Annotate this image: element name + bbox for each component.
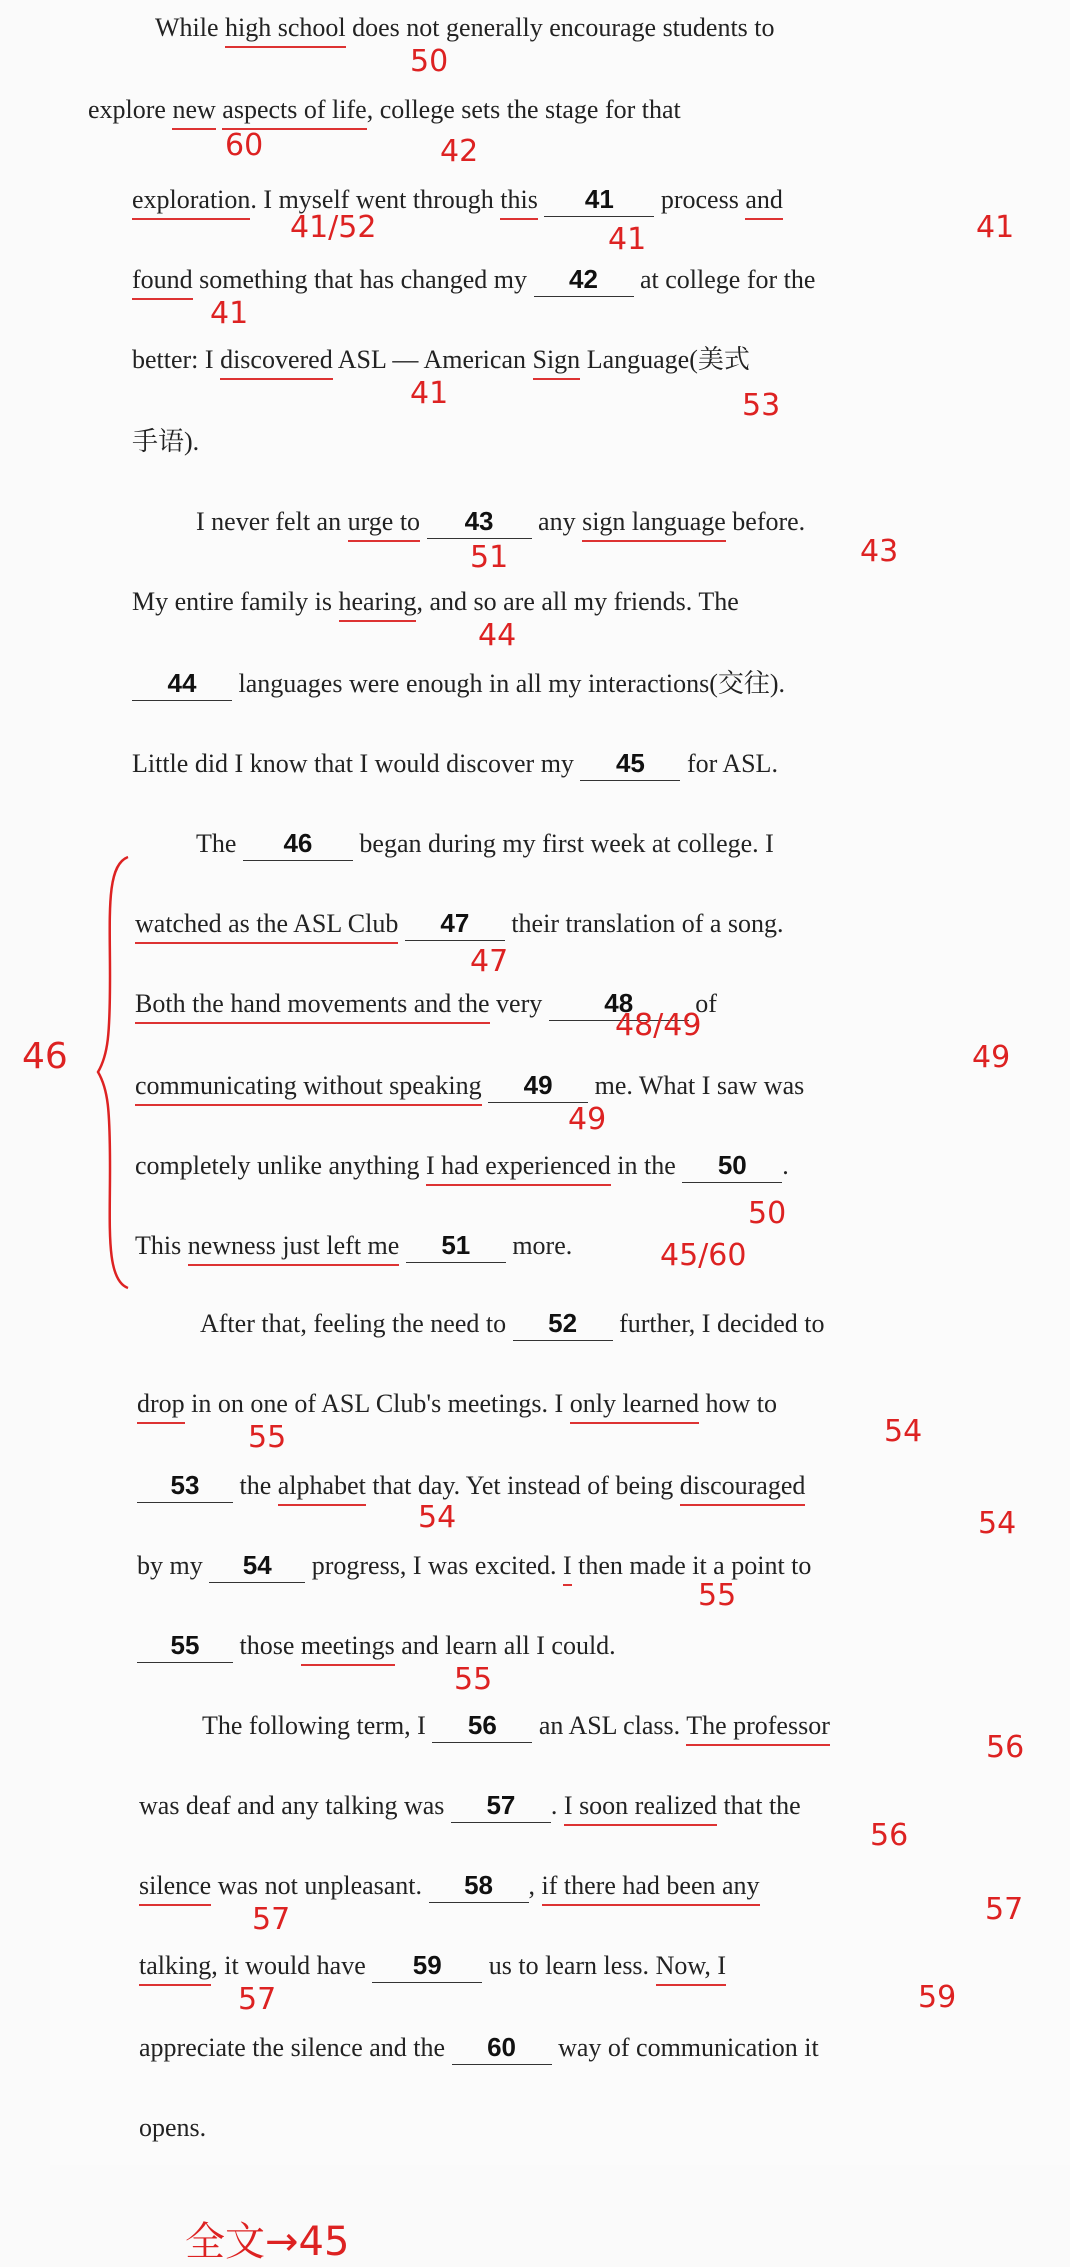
note-56: 56: [986, 1730, 1025, 1765]
note-47: 47: [470, 944, 509, 979]
text-line: silence was not unpleasant. 58 , if there had been any: [139, 1866, 760, 1906]
note-54: 54: [884, 1414, 923, 1449]
text-line: better: I discovered ASL — American Sign Language(美式: [132, 340, 750, 380]
note-46: 46: [22, 1036, 68, 1077]
note-56: 56: [870, 1818, 909, 1853]
text-line: Little did I know that I would discover my 45 for ASL.: [132, 744, 778, 784]
note-44: 44: [478, 618, 517, 653]
blank-41[interactable]: 41: [544, 182, 654, 217]
text-line: exploration. I myself went through this 41 process and: [132, 180, 783, 220]
blank-43[interactable]: 43: [427, 504, 532, 539]
text-line: explore new aspects of life, college sets the stage for that: [88, 90, 681, 130]
blank-60[interactable]: 60: [452, 2030, 552, 2065]
blank-47[interactable]: 47: [405, 906, 505, 941]
text-line: While high school does not generally encourage students to: [155, 8, 775, 48]
text-line: drop in on one of ASL Club's meetings. I only learned how to: [137, 1384, 777, 1424]
blank-48[interactable]: 48: [549, 986, 689, 1021]
blank-51[interactable]: 51: [406, 1228, 506, 1263]
blank-52[interactable]: 52: [513, 1306, 613, 1341]
text-line: The 46 began during my first week at college. I: [196, 824, 774, 864]
note-49: 49: [568, 1102, 607, 1137]
text-line: was deaf and any talking was 57 . I soon realized that the: [139, 1786, 801, 1826]
note-59: 59: [918, 1980, 957, 2015]
note-54: 54: [418, 1500, 457, 1535]
blank-50[interactable]: 50: [682, 1148, 782, 1183]
note-41: 41: [608, 222, 647, 257]
note-41: 41: [410, 376, 449, 411]
note-42: 42: [440, 134, 479, 169]
text-line: found something that has changed my 42 at college for the: [132, 260, 815, 300]
text-line: After that, feeling the need to 52 further, I decided to: [200, 1304, 825, 1344]
note-43: 43: [860, 534, 899, 569]
blank-54[interactable]: 54: [209, 1548, 305, 1583]
note-41-52: 41/52: [290, 210, 377, 245]
text-line: opens.: [139, 2113, 207, 2142]
note-55: 55: [698, 1578, 737, 1613]
note-49: 49: [972, 1040, 1011, 1075]
text-line: The following term, I 56 an ASL class. The professor: [202, 1706, 830, 1746]
curly-brace-annotation: [96, 855, 136, 1290]
note-54: 54: [978, 1506, 1017, 1541]
note-57: 57: [252, 1902, 291, 1937]
text-line: 55 those meetings and learn all I could.: [137, 1626, 616, 1666]
note-41: 41: [976, 210, 1015, 245]
text-line: This newness just left me 51 more.: [135, 1226, 572, 1266]
blank-59[interactable]: 59: [372, 1948, 482, 1983]
blank-42[interactable]: 42: [534, 262, 634, 297]
blank-46[interactable]: 46: [243, 826, 353, 861]
blank-58[interactable]: 58: [429, 1868, 529, 1903]
blank-56[interactable]: 56: [432, 1708, 532, 1743]
blank-53[interactable]: 53: [137, 1468, 233, 1503]
text-line: talking, it would have 59 us to learn less. Now, I: [139, 1946, 726, 1986]
text-line: 53 the alphabet that day. Yet instead of being discouraged: [137, 1466, 805, 1506]
note-53: 53: [742, 388, 781, 423]
blank-45[interactable]: 45: [580, 746, 680, 781]
text-line: appreciate the silence and the 60 way of communication it: [139, 2028, 819, 2068]
note-41: 41: [210, 296, 249, 331]
note-55: 55: [454, 1662, 493, 1697]
text-line: My entire family is hearing, and so are all my friends. The: [132, 582, 739, 622]
text-line: by my 54 progress, I was excited. I then made it a point to: [137, 1546, 811, 1586]
text-line: 44 languages were enough in all my interactions(交往).: [132, 664, 785, 704]
note-60: 60: [225, 128, 264, 163]
text-line: completely unlike anything I had experienced in the 50 .: [135, 1146, 789, 1186]
blank-55[interactable]: 55: [137, 1628, 233, 1663]
note-57: 57: [985, 1892, 1024, 1927]
note-55: 55: [248, 1420, 287, 1455]
text-line: 手语).: [132, 427, 200, 456]
text-line: I never felt an urge to 43 any sign language before.: [196, 502, 805, 542]
blank-44[interactable]: 44: [132, 666, 232, 701]
blank-49[interactable]: 49: [488, 1068, 588, 1103]
text-line: Both the hand movements and the very 48 of: [135, 984, 717, 1024]
text-line: communicating without speaking 49 me. What I saw was: [135, 1066, 804, 1106]
note-48-49: 48/49: [615, 1008, 702, 1043]
note-45-60: 45/60: [660, 1238, 747, 1273]
note-51: 51: [470, 540, 509, 575]
blank-57[interactable]: 57: [451, 1788, 551, 1823]
note-50: 50: [410, 44, 449, 79]
note-57: 57: [238, 1982, 277, 2017]
note-50: 50: [748, 1196, 787, 1231]
footer-note: 全文→45: [185, 2219, 350, 2265]
text-line: watched as the ASL Club 47 their translation of a song.: [135, 904, 784, 944]
